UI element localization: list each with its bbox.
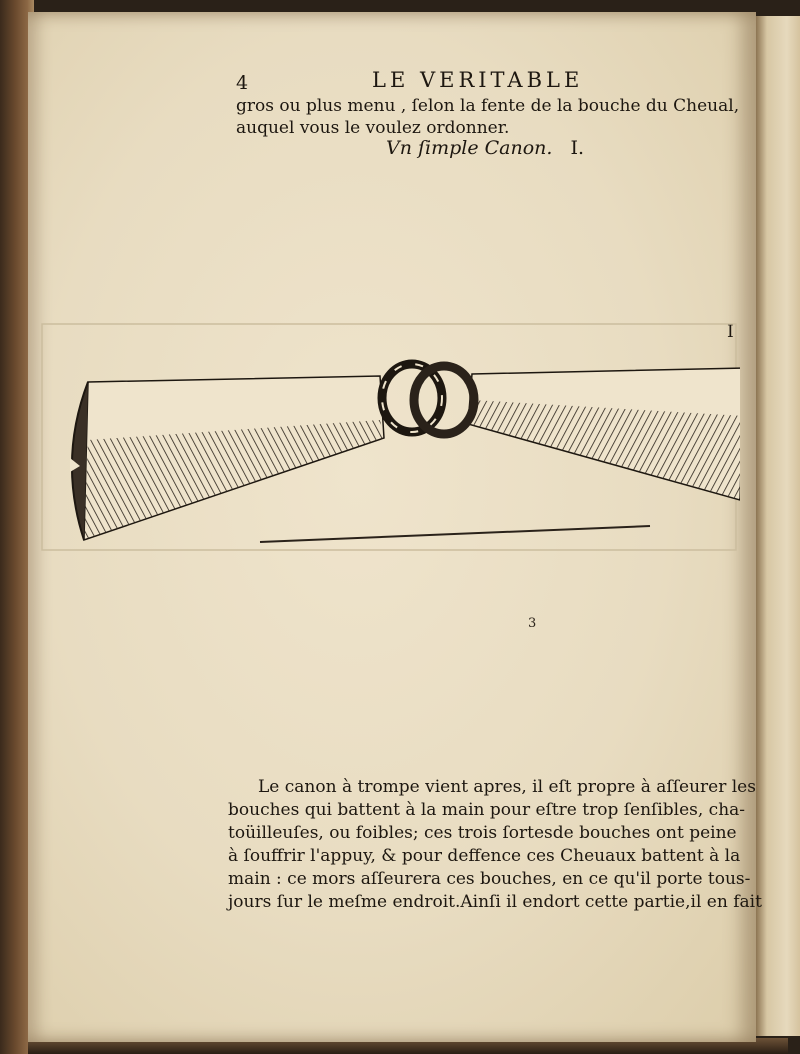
intro-line: gros ou plus menu , ſelon la fente de la bouche du Cheual, [236, 96, 740, 116]
body-line: bouches qui battent à la main pour eſtre trop ſenſibles, cha- [228, 800, 746, 820]
body-line: Le canon à trompe vient apres, il eſt propre à aſſeurer les [258, 777, 756, 797]
figure-caption [386, 137, 584, 159]
figure-mark: I [727, 322, 734, 342]
page-number: 4 [236, 72, 249, 94]
running-title: LE VERITABLE [372, 68, 584, 92]
caption-number: I. [570, 137, 585, 159]
body-line: jours ſur le meſme endroit.Ainſi il endort cette partie,il en fait [228, 892, 762, 912]
body-line: à ſouffrir l'appuy, & pour deffence ces Cheuaux battent à la [228, 846, 741, 866]
cast-shadow-line [260, 526, 650, 542]
body-line: main : ce mors aſſeurera ces bouches, en ce qu'il porte tous- [228, 869, 751, 889]
intro-line: auquel vous le voulez ordonner. [236, 118, 510, 138]
facing-page-edge [756, 16, 800, 1036]
left-barrel-shading [84, 420, 384, 540]
right-barrel-shading [468, 400, 740, 500]
caption-text: Vn ſimple Canon. [386, 137, 553, 159]
body-line: toüilleuſes, ou foibles; ces trois ſortesde bouches ont peine [228, 823, 737, 843]
engraving-simple-canon [40, 320, 740, 552]
signature-mark: 3 [528, 616, 537, 631]
